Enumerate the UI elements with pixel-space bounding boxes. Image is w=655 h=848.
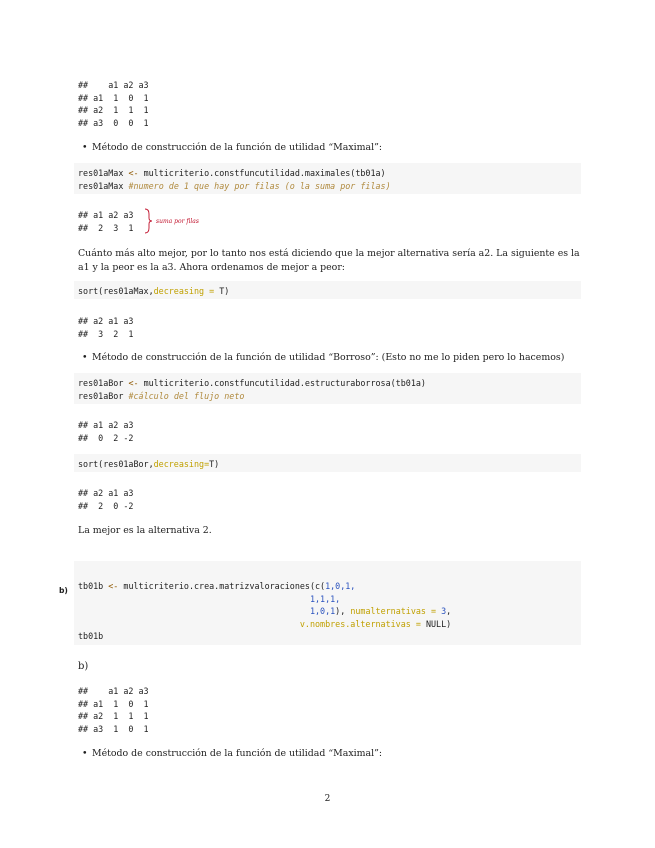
bullet-maximal-b	[82, 747, 582, 760]
code-operator: =	[410, 618, 426, 629]
code-block-sort-bor	[74, 454, 581, 472]
paragraph-explanation: Cuánto más alto mejor, por lo tanto nos está diciendo que la mejor alternativa sería a2. La siguiente es la a1 y la peor es la a3. Ahora ordenamos de mejor a peor:	[78, 248, 580, 273]
code-token: res01aBor	[78, 390, 124, 401]
code-token: multicriterio.crea.matrizvaloraciones(c(	[123, 581, 326, 591]
code-operator: <-	[108, 581, 119, 591]
code-argument: numalternativas	[350, 606, 426, 617]
bullet-dot: •	[82, 352, 88, 363]
code-block-sort-max	[74, 281, 581, 299]
code-operator: =	[204, 459, 210, 469]
bullet-dot: •	[82, 748, 88, 759]
code-argument: decreasing	[153, 286, 205, 296]
margin-label: b)	[59, 586, 68, 595]
code-block-borroso	[74, 373, 581, 404]
code-token: tb01b	[78, 581, 104, 591]
section-heading-b: b)	[78, 661, 89, 672]
code-block-maximal	[74, 163, 581, 194]
bullet-maximal	[82, 141, 582, 154]
output-matrix-a: ## a1 a2 a3 ## a1 1 0 1 ## a2 1 1 1 ## a3 0 0 1	[78, 80, 149, 128]
output-maximal-result: ## a1 a2 a3 ## 2 3 1	[78, 210, 134, 233]
code-token: NULL)	[425, 618, 452, 629]
output-sorted-max: ## a2 a1 a3 ## 3 2 1	[78, 316, 134, 339]
code-token: sort(res01aBor,	[78, 459, 154, 469]
code-operator: <-	[128, 168, 139, 178]
code-argument: decreasing	[153, 459, 205, 469]
code-token: sort(res01aMax,	[78, 286, 154, 296]
code-operator: =	[425, 606, 442, 617]
handwritten-note: suma por filas	[156, 218, 199, 225]
output-matrix-b: ## a1 a2 a3 ## a1 1 0 1 ## a2 1 1 1 ## a3 1 0 1	[78, 686, 149, 734]
code-token: tb01b	[78, 631, 104, 642]
code-token: res01aBor	[78, 378, 124, 388]
bullet-text: Método de construcción de la función de utilidad “Maximal”:	[92, 142, 383, 153]
bullet-text: Método de construcción de la función de utilidad “Maximal”:	[92, 748, 383, 759]
bullet-dot: •	[82, 142, 88, 153]
code-number: 1,0,1	[309, 606, 336, 617]
code-operator: <-	[128, 378, 139, 388]
code-comment: #numero de 1 que hay por filas (o la suma por filas)	[128, 180, 391, 191]
code-token: ,	[446, 606, 452, 617]
code-operator: =	[204, 286, 220, 296]
paragraph-conclusion: La mejor es la alternativa 2.	[78, 525, 212, 536]
code-block-tb01b	[74, 561, 581, 645]
output-borroso-result: ## a1 a2 a3 ## 0 2 -2	[78, 420, 134, 443]
code-token: multicriterio.constfuncutilidad.maximales(tb01a)	[143, 168, 386, 178]
code-token: res01aMax	[78, 180, 124, 191]
code-number: 1,0,1,	[325, 581, 356, 591]
bullet-borroso	[82, 351, 582, 364]
brace-annotation	[143, 208, 153, 234]
page-number: 2	[324, 794, 331, 804]
code-comment: #cálculo del flujo neto	[128, 390, 245, 401]
code-argument: v.nombres.alternativas	[299, 618, 411, 629]
code-number: 1,1,1,	[309, 593, 341, 604]
code-token: T)	[219, 286, 230, 296]
output-sorted-bor: ## a2 a1 a3 ## 2 0 -2	[78, 488, 134, 511]
bullet-text: Método de construcción de la función de utilidad “Borroso”: (Esto no me lo piden pero lo hacemos)	[92, 352, 565, 363]
code-token: multicriterio.constfuncutilidad.estructuraborrosa(tb01a)	[143, 378, 426, 388]
code-number: 3	[441, 606, 447, 617]
code-token: res01aMax	[78, 168, 124, 178]
code-token: ),	[335, 606, 351, 617]
code-token: T)	[209, 459, 220, 469]
